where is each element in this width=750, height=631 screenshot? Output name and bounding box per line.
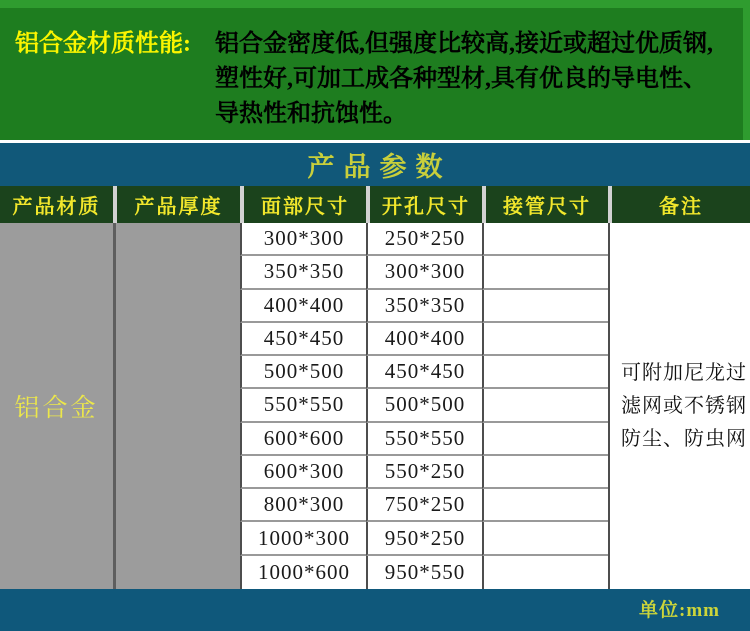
table-cell-pipe [482, 556, 608, 589]
table-cell-hole: 300*300 [366, 256, 482, 289]
table-cell-pipe [482, 323, 608, 356]
table-cell-hole: 250*250 [366, 223, 482, 256]
table-cell-pipe [482, 223, 608, 256]
table-cell-face: 400*400 [240, 290, 366, 323]
note-line: 可附加尼龙过 [621, 361, 747, 384]
header-cell-face-size: 面部尺寸 [240, 186, 366, 223]
table-cell-face: 1000*600 [240, 556, 366, 589]
table-body [0, 223, 750, 589]
table-cell-hole: 400*400 [366, 323, 482, 356]
table-cell-pipe [482, 389, 608, 422]
header-cell-thickness: 产品厚度 [113, 186, 240, 223]
params-title: 产品参数 [307, 152, 452, 182]
table-cell-pipe [482, 290, 608, 323]
table-cell-hole: 550*250 [366, 456, 482, 489]
material-column [0, 223, 113, 589]
table-cell-face: 600*300 [240, 456, 366, 489]
table-cell-pipe [482, 522, 608, 555]
performance-content [0, 8, 743, 132]
table-cell-hole: 350*350 [366, 290, 482, 323]
table-header-row [0, 186, 750, 223]
table-cell-face: 500*500 [240, 356, 366, 389]
dimension-grid [240, 223, 608, 589]
header-cell-pipe-size: 接管尺寸 [482, 186, 608, 223]
note-line: 防尘、防虫网 [621, 427, 747, 450]
table-cell-face: 800*300 [240, 489, 366, 522]
header-cell-note: 备注 [608, 186, 750, 223]
material-label: 铝合金 [14, 395, 99, 422]
header-cell-hole-size: 开孔尺寸 [366, 186, 482, 223]
table-cell-pipe [482, 423, 608, 456]
table-cell-face: 350*350 [240, 256, 366, 289]
table-cell-pipe [482, 356, 608, 389]
table-cell-hole: 500*500 [366, 389, 482, 422]
header-cell-material: 产品材质 [12, 196, 101, 218]
note-line: 滤网或不锈钢 [621, 394, 747, 417]
table-cell-pipe [482, 489, 608, 522]
note-text [621, 357, 747, 456]
table-cell-face: 600*600 [240, 423, 366, 456]
performance-text: 铝合金密度低,但强度比较高,接近或超过优质钢,塑性好,可加工成各种型材,具有优良的导电性、导热性和抗蚀性。 [215, 31, 713, 127]
unit-label: 单位:mm [639, 600, 720, 621]
performance-label: 铝合金材质性能: [15, 31, 191, 57]
table-cell-pipe [482, 256, 608, 289]
table-cell-face: 550*550 [240, 389, 366, 422]
table-cell-hole: 950*250 [366, 522, 482, 555]
table-cell-hole: 750*250 [366, 489, 482, 522]
note-cell [608, 223, 750, 589]
table-cell-face: 300*300 [240, 223, 366, 256]
thickness-column [113, 223, 240, 589]
table-cell-hole: 450*450 [366, 356, 482, 389]
table-cell-hole: 950*550 [366, 556, 482, 589]
table-cell-pipe [482, 456, 608, 489]
table-cell-face: 1000*300 [240, 522, 366, 555]
table-cell-hole: 550*550 [366, 423, 482, 456]
table-cell-face: 450*450 [240, 323, 366, 356]
performance-banner [0, 0, 750, 140]
footer-bar [0, 589, 750, 631]
params-title-bar [0, 143, 750, 186]
